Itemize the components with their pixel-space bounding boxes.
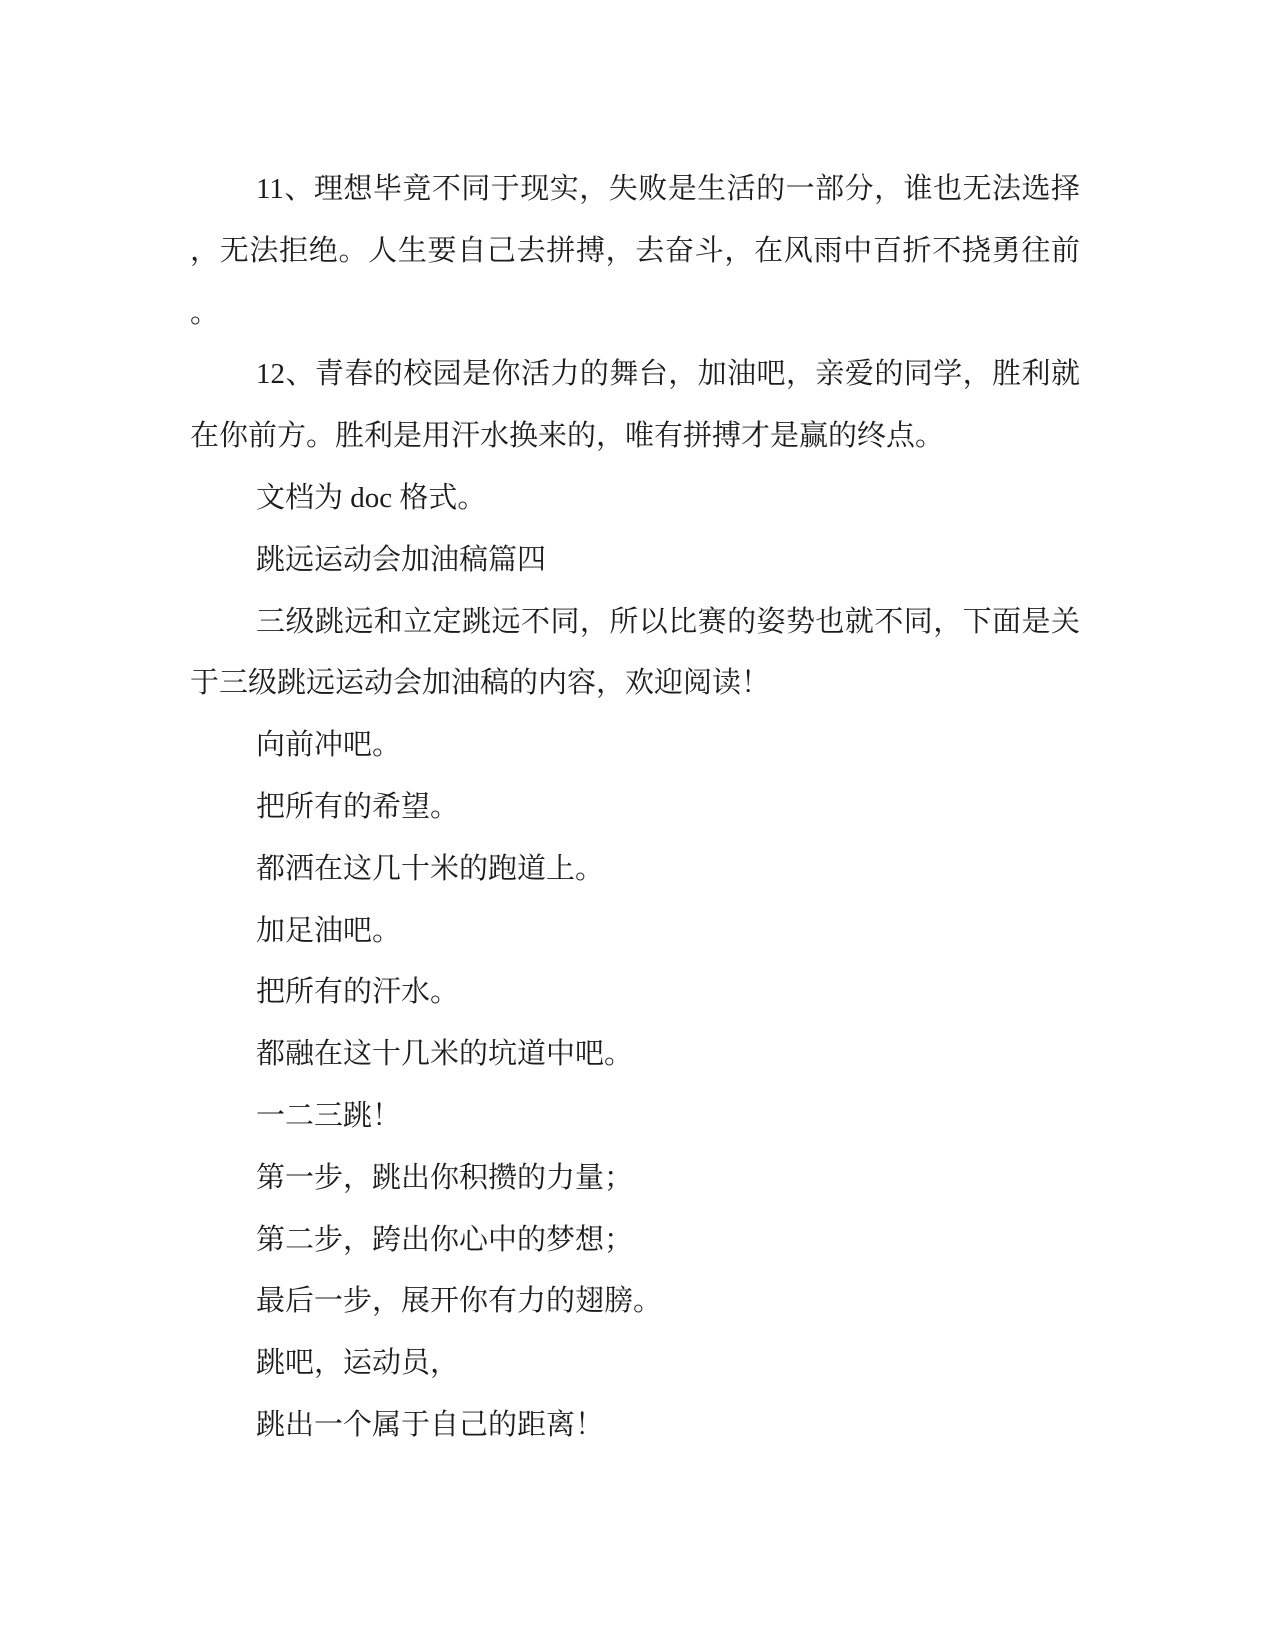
text-line-9: 于三级跳远运动会加油稿的内容，欢迎阅读！ [190,667,771,700]
text-line-19: 最后一步，展开你有力的翅膀。 [256,1285,663,1318]
text-line-3: 。 [190,296,220,329]
text-line-2: ，无法拒绝。人生要自己去拼搏，去奋斗，在风雨中百折不挠勇往前 [190,234,1080,267]
text-line-21: 跳出一个属于自己的距离！ [256,1408,605,1441]
text-line-7: 跳远运动会加油稿篇四 [256,543,547,576]
text-line-4: 12、青春的校园是你活力的舞台，加油吧，亲爱的同学，胜利就 [256,358,1080,391]
text-line-13: 加足油吧。 [256,914,402,947]
text-line-14: 把所有的汗水。 [256,976,460,1009]
text-line-8: 三级跳远和立定跳远不同，所以比赛的姿势也就不同，下面是关 [256,605,1080,638]
text-line-16: 一二三跳！ [256,1099,402,1132]
text-line-5: 在你前方。胜利是用汗水换来的，唯有拼搏才是赢的终点。 [190,420,945,453]
text-line-12: 都洒在这几十米的跑道上。 [256,852,605,885]
text-line-11: 把所有的希望。 [256,790,460,823]
text-line-18: 第二步，跨出你心中的梦想； [256,1223,634,1256]
text-line-6: 文档为 doc 格式。 [256,481,487,514]
text-line-15: 都融在这十几米的坑道中吧。 [256,1038,634,1071]
text-line-1: 11、理想毕竟不同于现实，失败是生活的一部分，谁也无法选择 [256,173,1080,205]
text-line-17: 第一步，跳出你积攒的力量； [256,1161,634,1194]
document-text-block [190,159,1080,1457]
text-line-10: 向前冲吧。 [256,729,402,762]
text-line-20: 跳吧，运动员， [256,1347,460,1380]
